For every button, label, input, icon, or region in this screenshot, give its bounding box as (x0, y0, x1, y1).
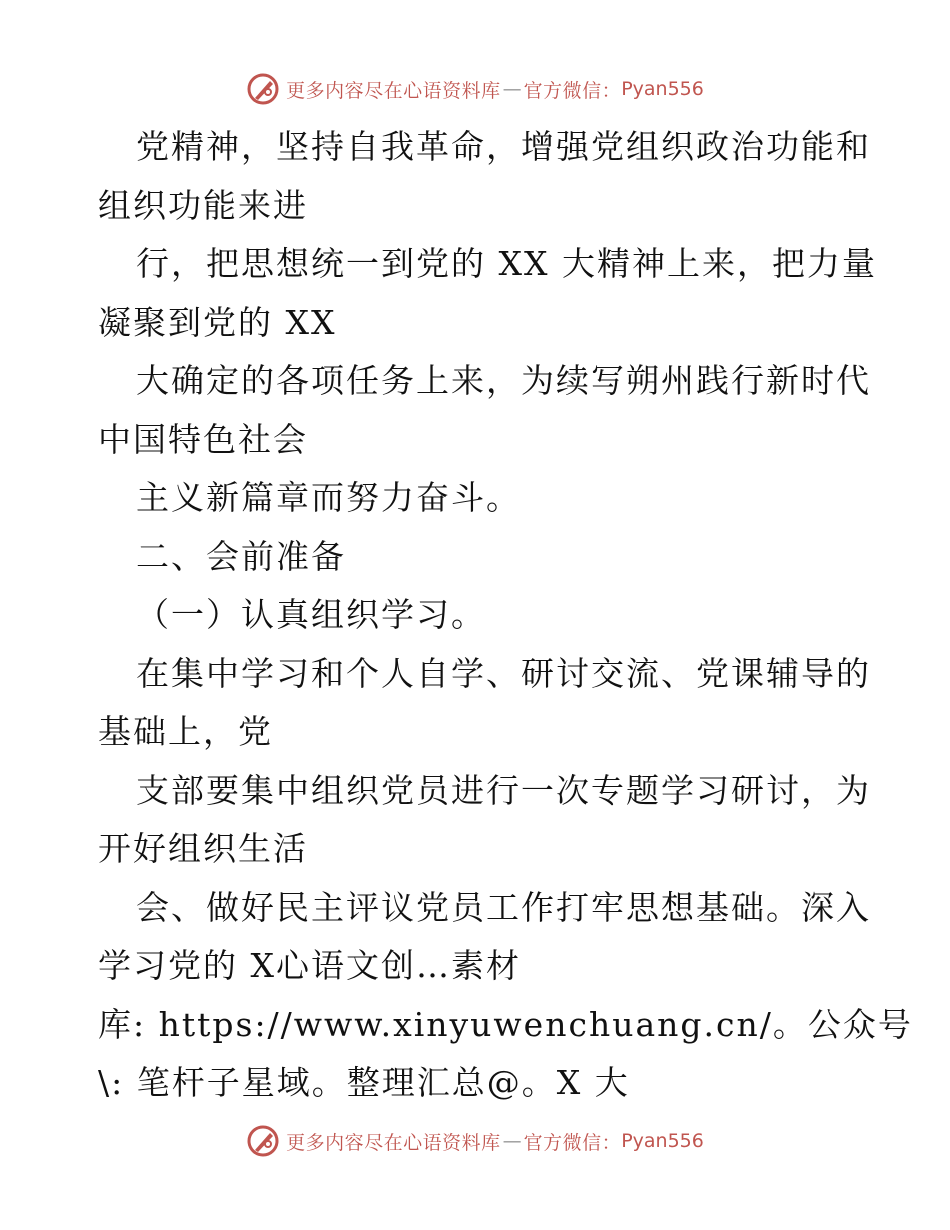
text-line: 在集中学习和个人自学、研讨交流、党课辅导的 (136, 653, 871, 693)
footer-watermark (0, 1124, 950, 1158)
text-line: 大确定的各项任务上来，为续写朔州践行新时代 (136, 361, 871, 400)
text-line: 学习党的 X心语文创…素材 (98, 946, 521, 985)
text-line: 主义新篇章而努力奋斗。 (136, 478, 521, 517)
watermark-separator: — (502, 1130, 522, 1152)
document-body (98, 118, 913, 1113)
watermark-text: 更多内容尽在心语资料库 (286, 1131, 501, 1154)
text-line: 凝聚到党的 XX (98, 302, 337, 342)
text-line: 基础上，党 (98, 712, 273, 751)
header-watermark (0, 72, 950, 106)
text-line: 组织功能来进 (98, 185, 308, 225)
watermark-separator: — (502, 78, 522, 100)
text-line: \: 笔杆子星域。整理汇总@。X 大 (98, 1063, 630, 1102)
text-line: 中国特色社会 (98, 419, 308, 459)
text-line: 党精神，坚持自我革命，增强党组织政治功能和 (136, 127, 871, 166)
subsection-heading: （一）认真组织学习。 (136, 595, 486, 634)
watermark-official: 官方微信： (523, 79, 622, 102)
text-line: 行，把思想统一到党的 XX 大精神上来，把力量 (136, 244, 877, 283)
text-line: 会、做好民主评议党员工作打牢思想基础。深入 (136, 887, 871, 927)
pen-logo-icon (246, 1124, 280, 1158)
watermark-wechat-id: Pyan556 (621, 78, 704, 100)
text-line: 开好组织生活 (98, 829, 308, 868)
section-heading: 二、会前准备 (136, 536, 346, 576)
text-line: 支部要集中组织党员进行一次专题学习研讨，为 (136, 770, 871, 810)
url-line: 库: https://www.xinyuwenchuang.cn/。公众号 (98, 1004, 913, 1044)
watermark-wechat-id: Pyan556 (621, 1130, 704, 1152)
pen-logo-icon (246, 72, 280, 106)
watermark-official: 官方微信： (523, 1131, 622, 1154)
watermark-text: 更多内容尽在心语资料库 (286, 79, 501, 102)
